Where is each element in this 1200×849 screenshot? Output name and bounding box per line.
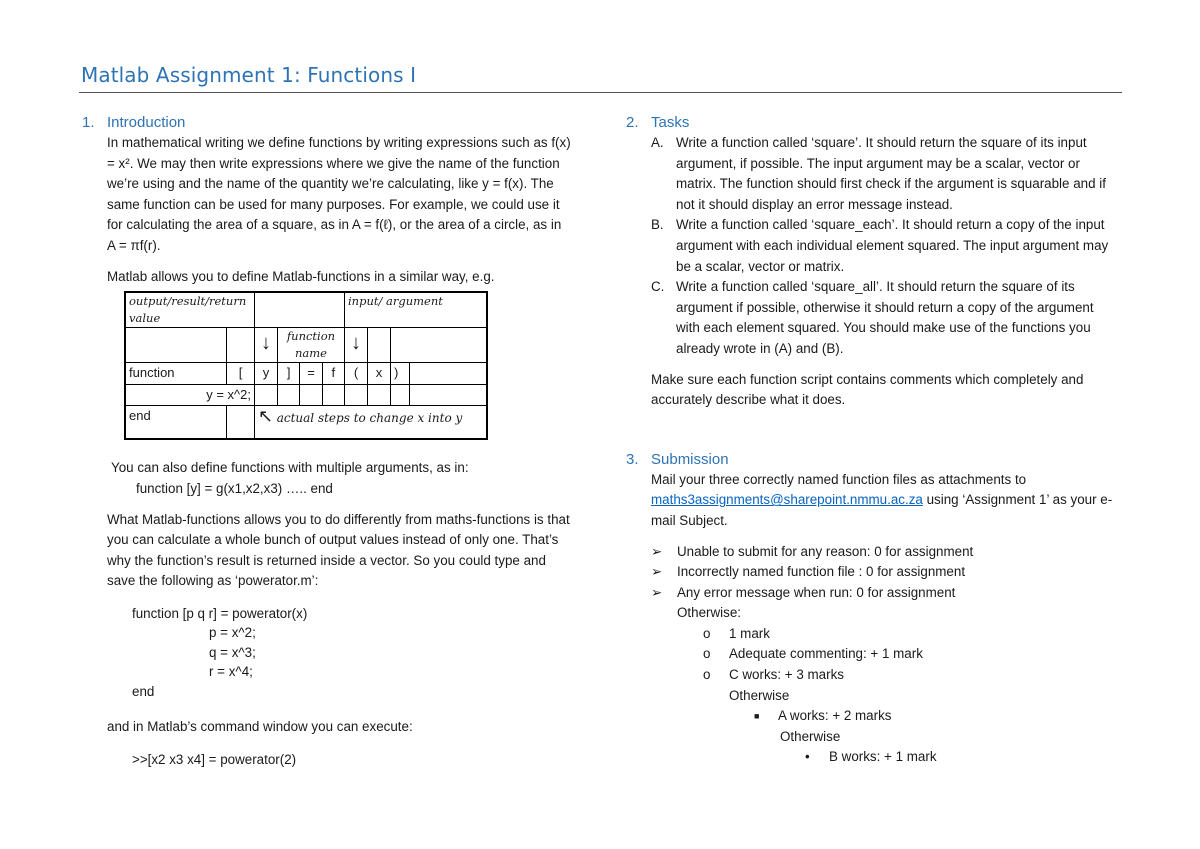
paren-open: ( xyxy=(345,363,368,385)
tasks-list xyxy=(651,133,1121,360)
list-item: o Adequate commenting: + 1 mark xyxy=(703,644,1121,665)
list-item: ■ A works: + 2 marks xyxy=(754,706,1121,727)
otherwise-label: Otherwise: xyxy=(677,605,741,621)
steps-cell xyxy=(255,406,488,440)
intro-paragraph-2: Matlab allows you to define Matlab-functions in a similar way, e.g. xyxy=(107,268,495,284)
circle-bullet-icon: o xyxy=(703,646,711,662)
input-label-cell: input/ argument xyxy=(345,292,488,328)
intro-paragraph-4: What Matlab-functions allows you to do differently from maths-functions is that you can calculate a whole bunch of output values instead of only one. That’s why the function’s result is returned inside a vector. So you could type and save the following as ‘powerator.m’: xyxy=(107,511,570,589)
output-label-cell: output/result/return value xyxy=(125,292,255,328)
intro-paragraph-3: You can also define functions with multiple arguments, as in: xyxy=(111,460,469,476)
task-item: C. Write a function called ‘square_all’. It should return the square of its argument if possible, otherwise it should return a copy of the argument with each element squared. You should make use of the functions you already wrote in (A) and (B). xyxy=(651,279,1094,356)
var-x: x xyxy=(368,363,391,385)
bracket-open: [ xyxy=(227,363,255,385)
list-item: ➢ Unable to submit for any reason: 0 for assignment xyxy=(651,542,1121,563)
body-line: y = x^2; xyxy=(125,384,255,406)
arrow-bullet-icon: ➢ xyxy=(651,564,663,580)
tasks-note: Make sure each function script contains comments which completely and accurately describe what it does. xyxy=(651,371,1084,408)
kw-function: function xyxy=(125,363,227,385)
arrow-bullet-icon: ➢ xyxy=(651,584,663,600)
otherwise-label: Otherwise xyxy=(780,728,841,744)
intro-number: 1. xyxy=(82,114,95,131)
list-item: • B works: + 1 mark xyxy=(805,747,1121,768)
dot-bullet-icon: • xyxy=(805,749,810,765)
submission-text: Mail your three correctly named function files as attachments to maths3assignments@sharepoint.nmmu.ac.za using ‘Assignment 1’ as your e-mail Subject. xyxy=(651,471,1113,528)
bracket-close: ] xyxy=(278,363,300,385)
arrow-bullet-icon: ➢ xyxy=(651,543,663,559)
input-arrow-icon: ↓ xyxy=(345,328,368,363)
empty-cell xyxy=(255,292,345,328)
steps-label: actual steps to change x into y xyxy=(276,411,463,426)
equals-sign: = xyxy=(300,363,322,385)
right-column xyxy=(626,112,1121,768)
multi-arg-code: function [y] = g(x1,x2,x3) ….. end xyxy=(136,480,333,496)
function-f: f xyxy=(322,363,344,385)
task-item: A. Write a function called ‘square’. It should return the square of its input argument, if possible. The input argument may be a scalar, vector or matrix. The function should first check if the argument is squarable and if not it should display an error message instead. xyxy=(651,135,1106,212)
tasks-heading: 2. Tasks xyxy=(626,114,690,131)
function-name-label: function name xyxy=(278,328,345,363)
otherwise-label: Otherwise xyxy=(729,687,790,703)
task-item: B. Write a function called ‘square_each’. It should return a copy of the input argument with each individual element squared. The input argument may be a scalar, vector or matrix. xyxy=(651,217,1109,274)
steps-arrow-icon: ↖ xyxy=(258,406,274,427)
submission-email-link[interactable]: maths3assignments@sharepoint.nmmu.ac.za xyxy=(651,492,923,508)
left-column xyxy=(82,112,572,771)
circle-bullet-icon: o xyxy=(703,667,711,683)
powerator-code: function [p q r] = powerator(x) p = x^2; q = x^3; r = x^4; end xyxy=(132,605,308,699)
list-item: ➢ Incorrectly named function file : 0 for assignment xyxy=(651,562,1121,583)
intro-paragraph-5: and in Matlab’s command window you can execute: xyxy=(107,719,413,735)
command-example: >>[x2 x3 x4] = powerator(2) xyxy=(132,752,297,767)
intro-paragraph-1: In mathematical writing we define functions by writing expressions such as f(x) = x². We may then write expressions where we give the name of the function we’re using and the name of the quantity we’re calculating, like y = f(x). The same function can be used for many purposes. For example, we could use it for calculating the area of a square, as in A = f(ℓ), or the area of a circle, as in A = πf(r). xyxy=(107,135,571,253)
submission-heading: 3. Submission xyxy=(626,450,729,468)
list-item: ➢ Any error message when run: 0 for assignment xyxy=(651,583,1121,604)
output-arrow-icon: ↓ xyxy=(255,328,278,363)
function-anatomy-table xyxy=(124,291,488,440)
list-item: o C works: + 3 marks xyxy=(703,665,1121,686)
list-item: o 1 mark xyxy=(703,624,1121,645)
var-y: y xyxy=(255,363,278,385)
page-title: Matlab Assignment 1: Functions I xyxy=(81,63,417,87)
penalty-list xyxy=(626,542,1121,769)
square-bullet-icon: ■ xyxy=(754,711,760,722)
title-divider xyxy=(79,92,1122,93)
intro-heading xyxy=(82,112,572,133)
intro-heading-text: Introduction xyxy=(107,114,186,131)
circle-bullet-icon: o xyxy=(703,625,711,641)
kw-end: end xyxy=(125,406,227,440)
paren-close: ) xyxy=(391,363,410,385)
